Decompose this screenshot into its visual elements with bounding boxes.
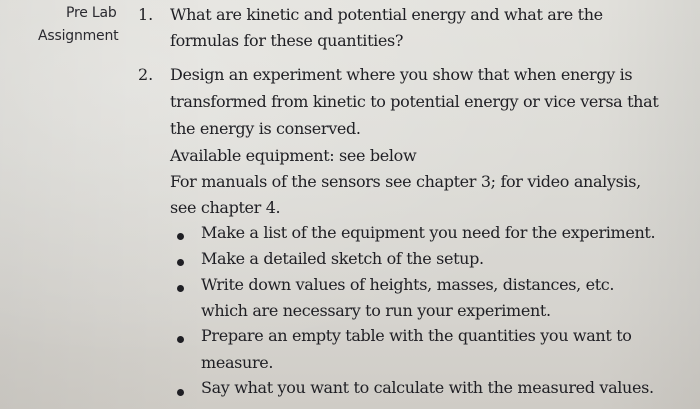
- bullet-2-text: Make a detailed sketch of the setup.: [201, 249, 484, 268]
- assignment-label: Assignment: [38, 28, 119, 44]
- bullet-dot: [177, 285, 184, 292]
- question-1-line-1: What are kinetic and potential energy and what are the: [170, 5, 603, 24]
- bullet-dot: [177, 259, 184, 266]
- question-2-line-2: transformed from kinetic to potential energy or vice versa that: [170, 92, 659, 111]
- bullet-4-text-line-2: measure.: [201, 353, 274, 372]
- bullet-1-text: Make a list of the equipment you need for the experiment.: [201, 223, 656, 242]
- question-2-line-4: Available equipment: see below: [170, 146, 417, 165]
- bullet-4-text-line-1: Prepare an empty table with the quantities you want to: [201, 326, 632, 345]
- question-2-number: 2.: [138, 65, 154, 84]
- pre-lab-label: Pre Lab: [66, 5, 117, 21]
- bullet-5-text: Say what you want to calculate with the measured values.: [201, 378, 654, 397]
- bullet-3-text-line-1: Write down values of heights, masses, distances, etc.: [201, 275, 615, 294]
- question-2-line-6: see chapter 4.: [170, 198, 281, 217]
- question-2-line-5: For manuals of the sensors see chapter 3; for video analysis,: [170, 172, 641, 191]
- question-1-number: 1.: [138, 5, 154, 24]
- question-1-line-2: formulas for these quantities?: [170, 31, 404, 50]
- bullet-dot: [177, 233, 184, 240]
- bullet-3-text-line-2: which are necessary to run your experiment.: [201, 301, 551, 320]
- question-2-line-1: Design an experiment where you show that when energy is: [170, 65, 633, 84]
- question-2-line-3: the energy is conserved.: [170, 119, 361, 138]
- bullet-dot: [177, 336, 184, 343]
- bullet-dot: [177, 389, 184, 396]
